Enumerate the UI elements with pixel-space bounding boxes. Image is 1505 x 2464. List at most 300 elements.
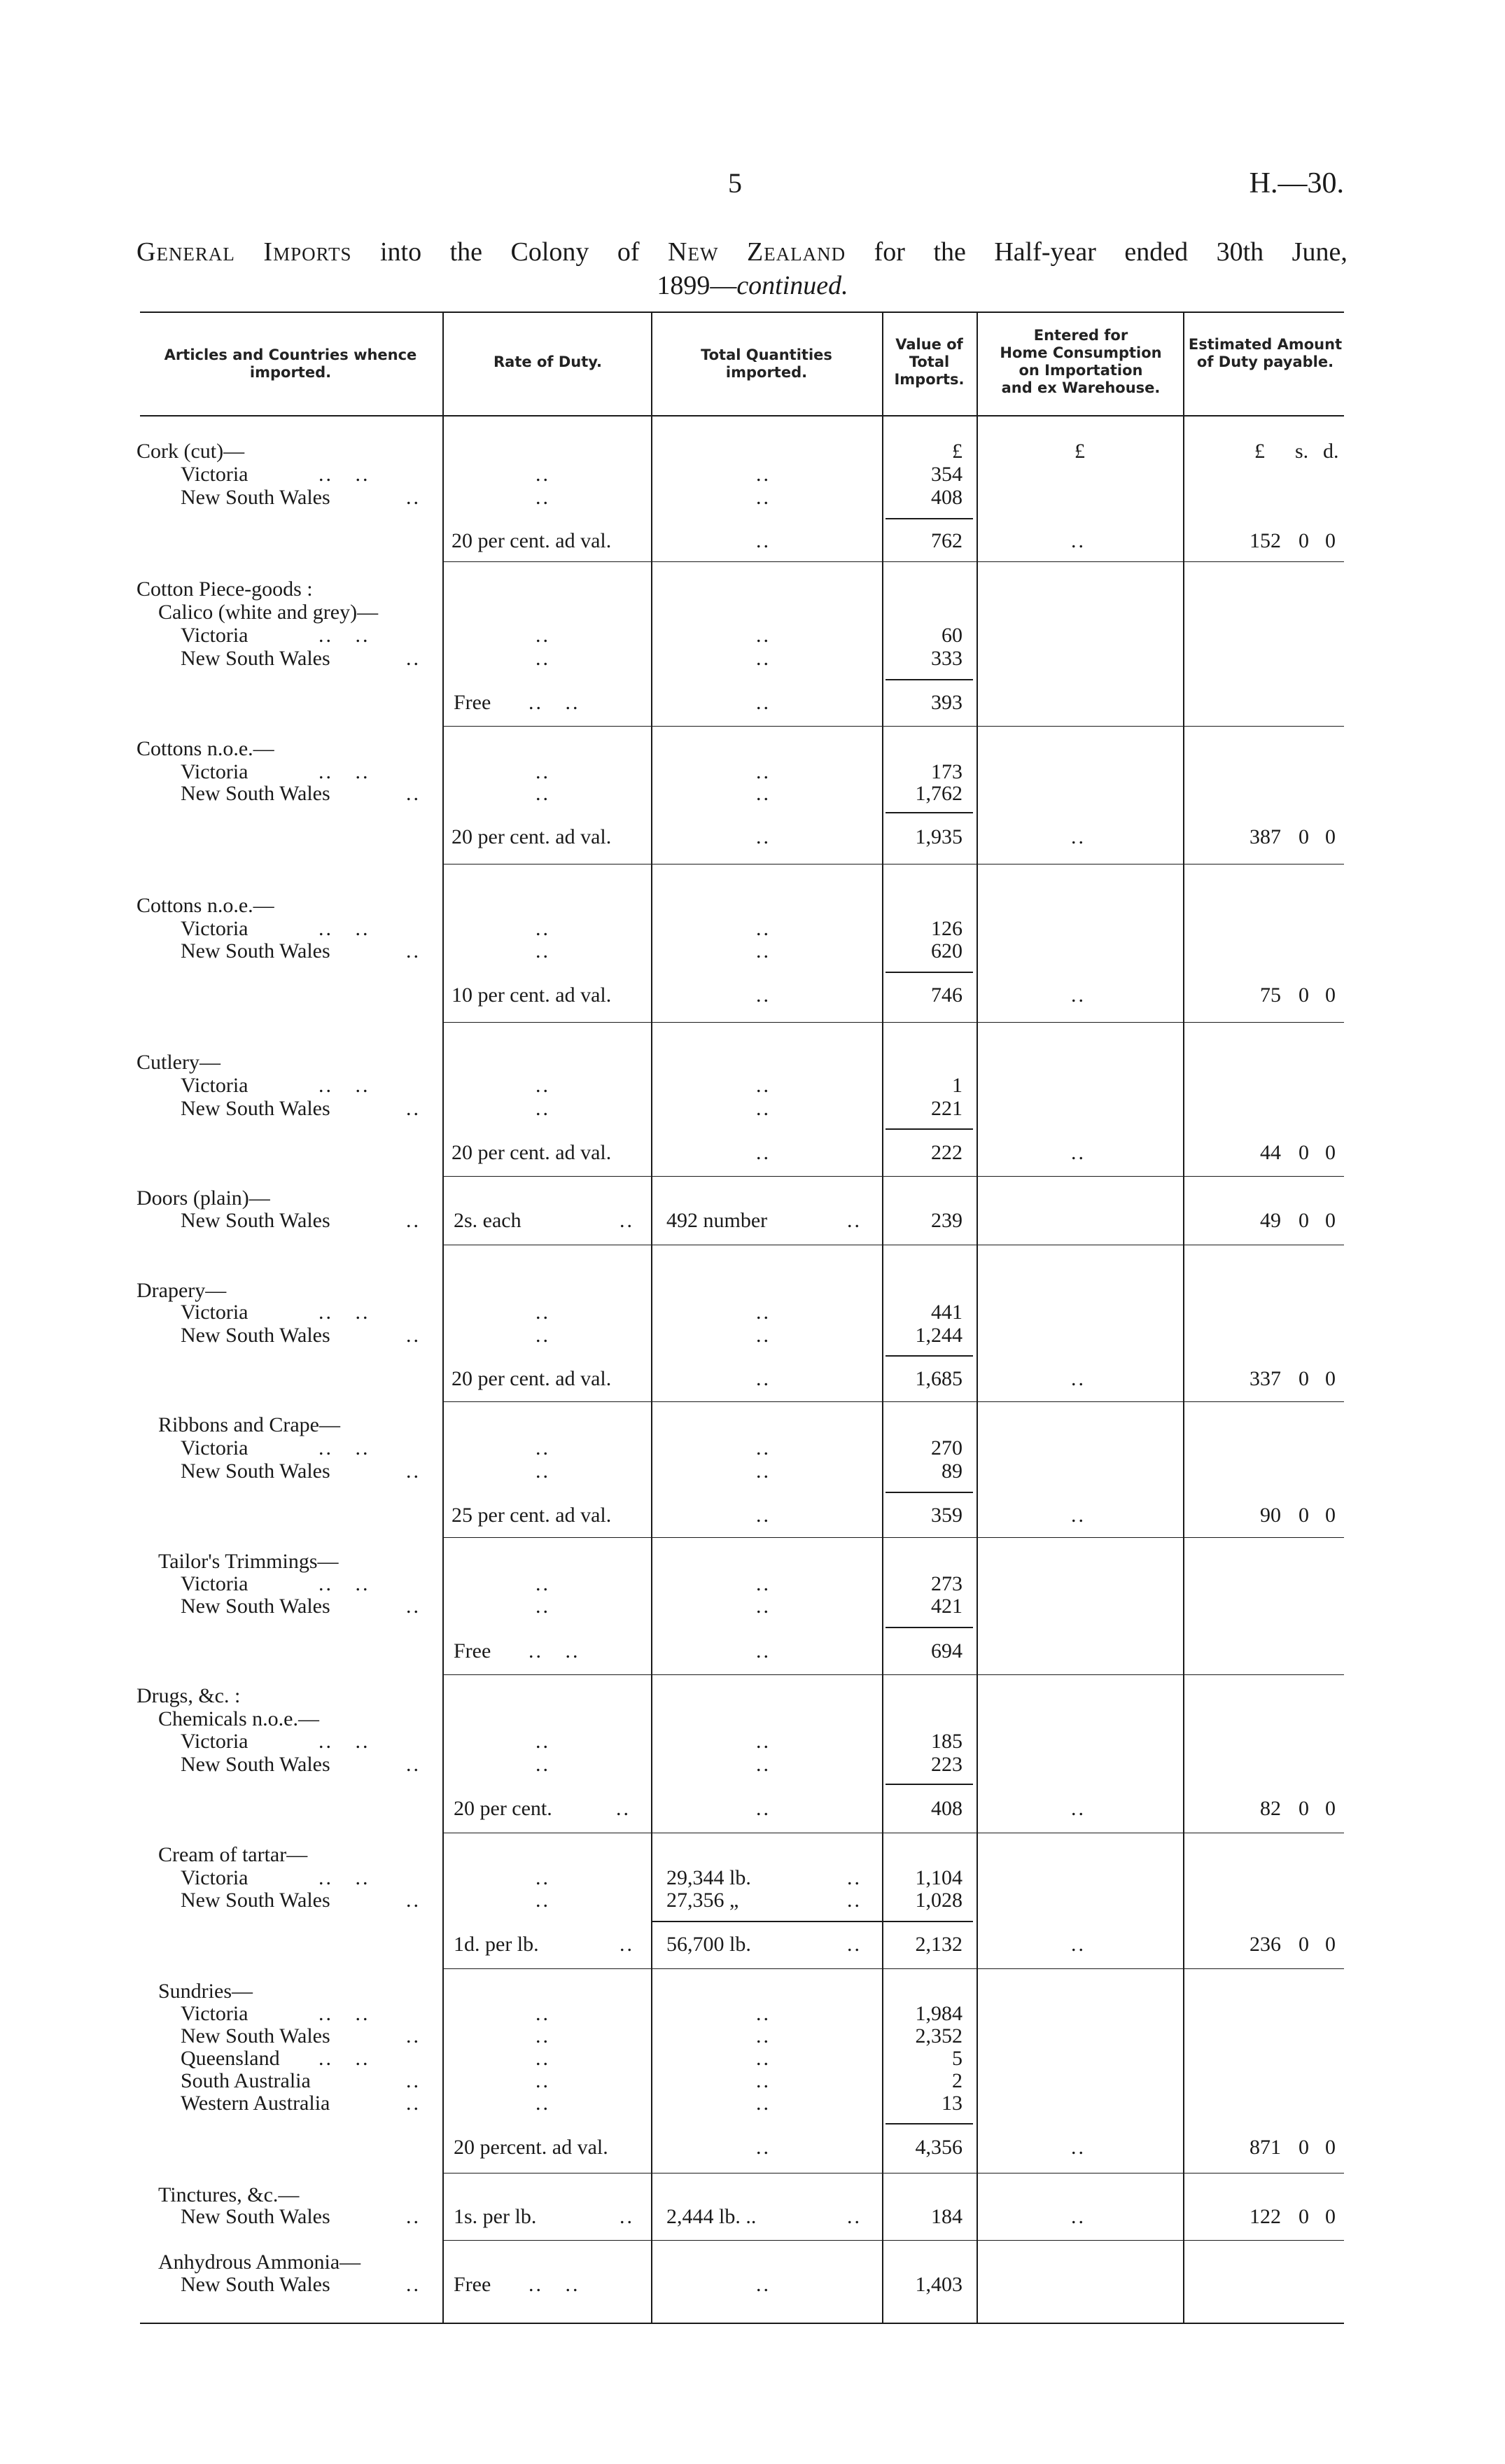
title-word: General — [136, 237, 235, 267]
section-rule — [442, 2240, 1344, 2241]
leader-dots: .. — [1071, 2205, 1086, 2228]
unit-value: £ — [952, 440, 962, 463]
subtotal-rule — [886, 1627, 973, 1628]
col-header-value: Value of Total Imports. — [894, 336, 965, 388]
leader-dots: .. — [756, 2092, 771, 2115]
subtotal-rule — [886, 1355, 973, 1357]
section-heading: Cotton Piece-goods : — [136, 578, 313, 601]
duty-shillings: 0 — [1298, 825, 1309, 848]
leader-dots: .. — [756, 2069, 771, 2092]
section-rule — [442, 1022, 1344, 1023]
country-name: New South Wales — [181, 2024, 330, 2047]
rate-cell: Free — [454, 691, 491, 714]
leader-dots: .. — [756, 1324, 771, 1347]
leader-dots: .. — [756, 529, 771, 552]
duty-shillings: 0 — [1298, 983, 1309, 1007]
col-divider — [442, 312, 444, 2323]
section-rule — [442, 561, 1344, 562]
leader-dots: .. — [1071, 1367, 1086, 1390]
country-name: Victoria — [181, 1301, 248, 1324]
quantity-cell: 27,356 „ — [666, 1889, 739, 1912]
leader-dots: .. — [756, 1460, 771, 1483]
value-cell: 2 — [952, 2069, 962, 2092]
leader-dots: .. — [756, 1797, 771, 1820]
title-word: ended — [1124, 237, 1189, 267]
country-name: Victoria — [181, 624, 248, 647]
leader-dots: .. — [406, 486, 421, 509]
country-name: New South Wales — [181, 486, 330, 509]
col-header-entered-line: and ex Warehouse. — [1001, 379, 1161, 396]
leader-dots: .. — [536, 939, 550, 962]
leader-dots: .. — [536, 1301, 550, 1324]
value-cell: 2,352 — [915, 2024, 962, 2047]
leader-dots: .. — [536, 486, 550, 509]
section-heading: Doors (plain)— — [136, 1186, 270, 1210]
section-subheading: Cream of tartar— — [158, 1843, 308, 1866]
section-heading: Cottons n.o.e.— — [136, 737, 274, 760]
duty-pence: 0 — [1325, 1367, 1336, 1390]
duty-pounds: 44 — [1260, 1141, 1281, 1164]
table-top-rule — [140, 312, 1344, 313]
section-heading: Cork (cut)— — [136, 440, 245, 463]
country-name: New South Wales — [181, 1209, 330, 1232]
country-name: New South Wales — [181, 1889, 330, 1912]
title-word: of — [617, 237, 640, 267]
leader-dots: .. — [620, 1933, 634, 1956]
duty-shillings: 0 — [1298, 1141, 1309, 1164]
value-cell: 5 — [952, 2047, 962, 2070]
col-header-entered-line: Home Consumption — [1000, 344, 1162, 361]
leader-dots: .. — [536, 1097, 550, 1120]
unit-duty-s: s. — [1295, 440, 1309, 463]
title-word: Zealand — [746, 237, 846, 267]
leader-dots: .. — [406, 2092, 421, 2115]
country-name: Victoria — [181, 1436, 248, 1460]
value-cell: 13 — [941, 2092, 962, 2115]
leader-dots: .. — [536, 647, 550, 670]
country-name: South Australia — [181, 2069, 311, 2092]
value-cell: 223 — [931, 1753, 962, 1776]
duty-shillings: 0 — [1298, 2205, 1309, 2228]
section-rule — [442, 1537, 1344, 1538]
total-value: 1,685 — [915, 1367, 962, 1390]
leader-dots: .. — [847, 2205, 862, 2228]
leader-dots: .. — [406, 1460, 421, 1483]
leader-dots: .. .. — [528, 691, 580, 714]
value-cell: 408 — [931, 486, 962, 509]
section-heading: Drugs, &c. : — [136, 1684, 241, 1707]
leader-dots: .. — [536, 917, 550, 940]
leader-dots: .. — [536, 1595, 550, 1618]
country-name: New South Wales — [181, 1097, 330, 1120]
leader-dots: .. — [406, 2205, 421, 2228]
unit-duty-pounds: £ — [1254, 440, 1265, 463]
title-word: the — [449, 237, 483, 267]
subtotal-rule — [886, 1492, 973, 1493]
col-header-entered-line: on Importation — [1018, 362, 1143, 379]
leader-dots: .. — [756, 782, 771, 805]
header-bottom-rule — [140, 415, 1344, 416]
leader-dots: .. — [406, 1889, 421, 1912]
duty-pounds: 82 — [1260, 1797, 1281, 1820]
leader-dots: .. .. — [318, 1866, 370, 1889]
section-subheading: Tailor's Trimmings— — [158, 1550, 339, 1573]
title-word: into — [379, 237, 422, 267]
leader-dots: .. — [406, 1595, 421, 1618]
col-header-rate: Rate of Duty. — [493, 354, 602, 370]
total-value: 1,403 — [915, 2273, 962, 2296]
section-heading: Drapery— — [136, 1279, 227, 1302]
country-name: Victoria — [181, 1730, 248, 1753]
country-name: Queensland — [181, 2047, 280, 2070]
total-value: 222 — [931, 1141, 962, 1164]
duty-pounds: 49 — [1260, 1209, 1281, 1232]
title-word: for — [874, 237, 905, 267]
leader-dots: .. — [536, 1866, 550, 1889]
value-cell: 60 — [941, 624, 962, 647]
value-cell: 333 — [931, 647, 962, 670]
total-value: 762 — [931, 529, 962, 552]
leader-dots: .. — [756, 1753, 771, 1776]
total-value: 393 — [931, 691, 962, 714]
rate-cell: 25 per cent. ad val. — [451, 1504, 612, 1527]
total-value: 408 — [931, 1797, 962, 1820]
leader-dots: .. — [406, 782, 421, 805]
leader-dots: .. — [756, 2002, 771, 2025]
table-bottom-rule — [140, 2323, 1344, 2324]
subtotal-rule — [886, 1128, 973, 1130]
leader-dots: .. .. — [318, 1572, 370, 1595]
leader-dots: .. — [756, 2024, 771, 2047]
rate-cell: 20 per cent. ad val. — [451, 1141, 612, 1164]
section-subheading: Anhydrous Ammonia— — [158, 2250, 361, 2274]
leader-dots: .. — [406, 939, 421, 962]
subtotal-rule — [886, 812, 973, 813]
leader-dots: .. — [756, 1436, 771, 1460]
section-rule — [442, 1176, 1344, 1177]
leader-dots: .. — [536, 782, 550, 805]
leader-dots: .. .. — [318, 2047, 370, 2070]
value-cell: 89 — [941, 1460, 962, 1483]
title-word: Half-year — [994, 237, 1096, 267]
leader-dots: .. .. — [318, 1074, 370, 1097]
section-subheading: Chemicals n.o.e.— — [158, 1707, 319, 1730]
leader-dots: .. — [756, 463, 771, 486]
col-header-estimated: Estimated Amount of Duty payable. — [1188, 336, 1343, 370]
subtotal-rule — [886, 972, 973, 973]
leader-dots: .. — [406, 2273, 421, 2296]
leader-dots: .. — [536, 2069, 550, 2092]
leader-dots: .. — [756, 917, 771, 940]
leader-dots: .. — [1071, 1141, 1086, 1164]
leader-dots: .. — [536, 2024, 550, 2047]
leader-dots: .. — [620, 1209, 634, 1232]
total-value: 746 — [931, 983, 962, 1007]
value-cell: 1,984 — [915, 2002, 962, 2025]
leader-dots: .. — [756, 983, 771, 1007]
section-rule — [442, 1674, 1344, 1675]
country-name: New South Wales — [181, 1460, 330, 1483]
leader-dots: .. — [756, 691, 771, 714]
subtotal-rule — [886, 679, 973, 680]
rate-cell: 2s. each — [454, 1209, 522, 1232]
duty-pounds: 337 — [1250, 1367, 1281, 1390]
col-header-entered — [980, 327, 1182, 397]
duty-pounds: 236 — [1250, 1933, 1281, 1956]
col-header-entered-line: Entered for — [1033, 327, 1128, 344]
rate-cell: 20 percent. ad val. — [454, 2136, 608, 2159]
duty-pence: 0 — [1325, 1141, 1336, 1164]
value-cell: 273 — [931, 1572, 962, 1595]
country-name: New South Wales — [181, 1324, 330, 1347]
leader-dots: .. — [756, 825, 771, 848]
leader-dots: .. — [756, 939, 771, 962]
leader-dots: .. — [406, 2069, 421, 2092]
col-divider — [882, 312, 883, 2323]
section-rule — [442, 2173, 1344, 2174]
leader-dots: .. — [406, 2024, 421, 2047]
value-cell: 620 — [931, 939, 962, 962]
col-header-quantities: Total Quantities imported. — [701, 346, 832, 381]
country-name: New South Wales — [181, 2205, 330, 2228]
country-name: Victoria — [181, 1074, 248, 1097]
leader-dots: .. — [536, 1324, 550, 1347]
leader-dots: .. — [1071, 1504, 1086, 1527]
total-value: 694 — [931, 1639, 962, 1662]
leader-dots: .. — [536, 1572, 550, 1595]
total-value: 1,935 — [915, 825, 962, 848]
leader-dots: .. — [756, 624, 771, 647]
leader-dots: .. — [847, 1933, 862, 1956]
country-name: New South Wales — [181, 939, 330, 962]
leader-dots: .. — [536, 2002, 550, 2025]
value-cell: 221 — [931, 1097, 962, 1120]
leader-dots: .. — [756, 1301, 771, 1324]
duty-shillings: 0 — [1298, 529, 1309, 552]
col-divider — [651, 312, 652, 2323]
col-divider — [976, 312, 978, 2323]
title-word: Colony — [510, 237, 589, 267]
section-rule — [442, 1968, 1344, 1969]
leader-dots: .. — [756, 2273, 771, 2296]
total-value: 2,132 — [915, 1933, 962, 1956]
leader-dots: .. — [536, 1436, 550, 1460]
duty-pence: 0 — [1325, 1797, 1336, 1820]
duty-pounds: 90 — [1260, 1504, 1281, 1527]
section-subheading: Tinctures, &c.— — [158, 2183, 300, 2206]
leader-dots: .. — [756, 1572, 771, 1595]
value-cell: 173 — [931, 760, 962, 783]
title-word: New — [668, 237, 719, 267]
duty-pence: 0 — [1325, 983, 1336, 1007]
section-subheading: Calico (white and grey)— — [158, 601, 379, 624]
unit-entered: £ — [1074, 440, 1085, 463]
duty-pounds: 871 — [1250, 2136, 1281, 2159]
report-code: H.—30. — [1249, 167, 1344, 200]
value-cell: 270 — [931, 1436, 962, 1460]
duty-pence: 0 — [1325, 1504, 1336, 1527]
leader-dots: .. .. — [528, 1639, 580, 1662]
country-name: Victoria — [181, 1866, 248, 1889]
value-cell: 1,104 — [915, 1866, 962, 1889]
leader-dots: .. — [536, 1074, 550, 1097]
value-cell: 421 — [931, 1595, 962, 1618]
duty-shillings: 0 — [1298, 1367, 1309, 1390]
title-word: the — [933, 237, 966, 267]
leader-dots: .. .. — [318, 1301, 370, 1324]
subtotal-rule — [651, 1921, 973, 1922]
value-cell: 1,028 — [915, 1889, 962, 1912]
leader-dots: .. — [1071, 2136, 1086, 2159]
leader-dots: .. — [1071, 825, 1086, 848]
country-name: Victoria — [181, 917, 248, 940]
section-heading: Cutlery— — [136, 1051, 220, 1074]
unit-duty-d: d. — [1323, 440, 1339, 463]
duty-pounds: 387 — [1250, 825, 1281, 848]
leader-dots: .. .. — [318, 917, 370, 940]
rate-cell: 20 per cent. ad val. — [451, 825, 612, 848]
leader-dots: .. — [536, 1889, 550, 1912]
rate-cell: Free — [454, 1639, 491, 1662]
col-divider — [1183, 312, 1184, 2323]
leader-dots: .. .. — [318, 2002, 370, 2025]
leader-dots: .. .. — [318, 760, 370, 783]
leader-dots: .. .. — [318, 624, 370, 647]
page-title — [136, 237, 1348, 267]
quantity-total: 56,700 lb. — [666, 1933, 751, 1956]
section-heading: Cottons n.o.e.— — [136, 894, 274, 917]
subtotal-rule — [886, 518, 973, 519]
leader-dots: .. — [756, 1097, 771, 1120]
subtotal-rule — [886, 2123, 973, 2124]
subtotal-rule — [886, 1784, 973, 1785]
leader-dots: .. — [536, 463, 550, 486]
leader-dots: .. — [1071, 983, 1086, 1007]
section-rule — [442, 726, 1344, 727]
country-name: Victoria — [181, 1572, 248, 1595]
leader-dots: .. — [756, 1730, 771, 1753]
leader-dots: .. — [756, 1504, 771, 1527]
duty-pence: 0 — [1325, 1209, 1336, 1232]
total-value: 4,356 — [915, 2136, 962, 2159]
country-name: Victoria — [181, 2002, 248, 2025]
country-name: Victoria — [181, 760, 248, 783]
leader-dots: .. .. — [528, 2273, 580, 2296]
value-cell: 441 — [931, 1301, 962, 1324]
leader-dots: .. — [847, 1209, 862, 1232]
leader-dots: .. — [847, 1866, 862, 1889]
page-number: 5 — [728, 167, 742, 199]
leader-dots: .. — [406, 1097, 421, 1120]
duty-shillings: 0 — [1298, 1933, 1309, 1956]
leader-dots: .. — [406, 1753, 421, 1776]
leader-dots: .. — [756, 1595, 771, 1618]
leader-dots: .. — [536, 760, 550, 783]
leader-dots: .. — [1071, 1797, 1086, 1820]
rate-cell: 20 per cent. ad val. — [451, 529, 612, 552]
total-value: 239 — [931, 1209, 962, 1232]
total-value: 359 — [931, 1504, 962, 1527]
duty-pence: 0 — [1325, 529, 1336, 552]
country-name: Western Australia — [181, 2092, 330, 2115]
country-name: Victoria — [181, 463, 248, 486]
rate-cell: 10 per cent. ad val. — [451, 983, 612, 1007]
rate-cell: 20 per cent. — [454, 1797, 552, 1820]
title-word: June, — [1292, 237, 1348, 267]
leader-dots: .. — [406, 1324, 421, 1347]
section-subheading: Sundries— — [158, 1980, 253, 2003]
rate-cell: 1d. per lb. — [454, 1933, 539, 1956]
leader-dots: .. — [756, 1141, 771, 1164]
country-name: New South Wales — [181, 782, 330, 805]
duty-shillings: 0 — [1298, 2136, 1309, 2159]
leader-dots: .. — [756, 647, 771, 670]
leader-dots: .. — [847, 1889, 862, 1912]
country-name: New South Wales — [181, 1753, 330, 1776]
country-name: New South Wales — [181, 1595, 330, 1618]
duty-shillings: 0 — [1298, 1797, 1309, 1820]
leader-dots: .. — [616, 1797, 631, 1820]
duty-shillings: 0 — [1298, 1209, 1309, 1232]
value-cell: 126 — [931, 917, 962, 940]
leader-dots: .. — [536, 1730, 550, 1753]
leader-dots: .. — [536, 2047, 550, 2070]
value-cell: 1,762 — [915, 782, 962, 805]
leader-dots: .. — [620, 2205, 634, 2228]
leader-dots: .. — [536, 1753, 550, 1776]
total-value: 184 — [931, 2205, 962, 2228]
leader-dots: .. — [756, 1367, 771, 1390]
leader-dots: .. .. — [318, 1436, 370, 1460]
duty-shillings: 0 — [1298, 1504, 1309, 1527]
duty-pence: 0 — [1325, 2136, 1336, 2159]
duty-pence: 0 — [1325, 1933, 1336, 1956]
leader-dots: .. — [756, 1074, 771, 1097]
leader-dots: .. — [406, 647, 421, 670]
country-name: New South Wales — [181, 2273, 330, 2296]
title-subline — [0, 270, 1505, 301]
col-header-articles: Articles and Countries whence imported. — [164, 346, 417, 381]
leader-dots: .. — [756, 760, 771, 783]
rate-cell: 20 per cent. ad val. — [451, 1367, 612, 1390]
leader-dots: .. — [536, 1460, 550, 1483]
title-word: Imports — [263, 237, 352, 267]
quantity-cell: 29,344 lb. — [666, 1866, 751, 1889]
leader-dots: .. — [756, 2047, 771, 2070]
leader-dots: .. — [756, 1639, 771, 1662]
quantity-cell: 2,444 lb. .. — [666, 2205, 757, 2228]
duty-pence: 0 — [1325, 2205, 1336, 2228]
duty-pounds: 122 — [1250, 2205, 1281, 2228]
leader-dots: .. .. — [318, 463, 370, 486]
duty-pence: 0 — [1325, 825, 1336, 848]
section-rule — [442, 1401, 1344, 1402]
value-cell: 185 — [931, 1730, 962, 1753]
duty-pounds: 152 — [1250, 529, 1281, 552]
rate-cell: Free — [454, 2273, 491, 2296]
duty-pounds: 75 — [1260, 983, 1281, 1007]
title-year: 1899— — [657, 271, 737, 300]
leader-dots: .. — [536, 624, 550, 647]
section-subheading: Ribbons and Crape— — [158, 1413, 340, 1436]
leader-dots: .. — [1071, 529, 1086, 552]
title-continued: continued. — [736, 271, 848, 300]
country-name: New South Wales — [181, 647, 330, 670]
leader-dots: .. — [536, 2092, 550, 2115]
leader-dots: .. — [1071, 1933, 1086, 1956]
leader-dots: .. — [756, 486, 771, 509]
title-word: 30th — [1216, 237, 1264, 267]
